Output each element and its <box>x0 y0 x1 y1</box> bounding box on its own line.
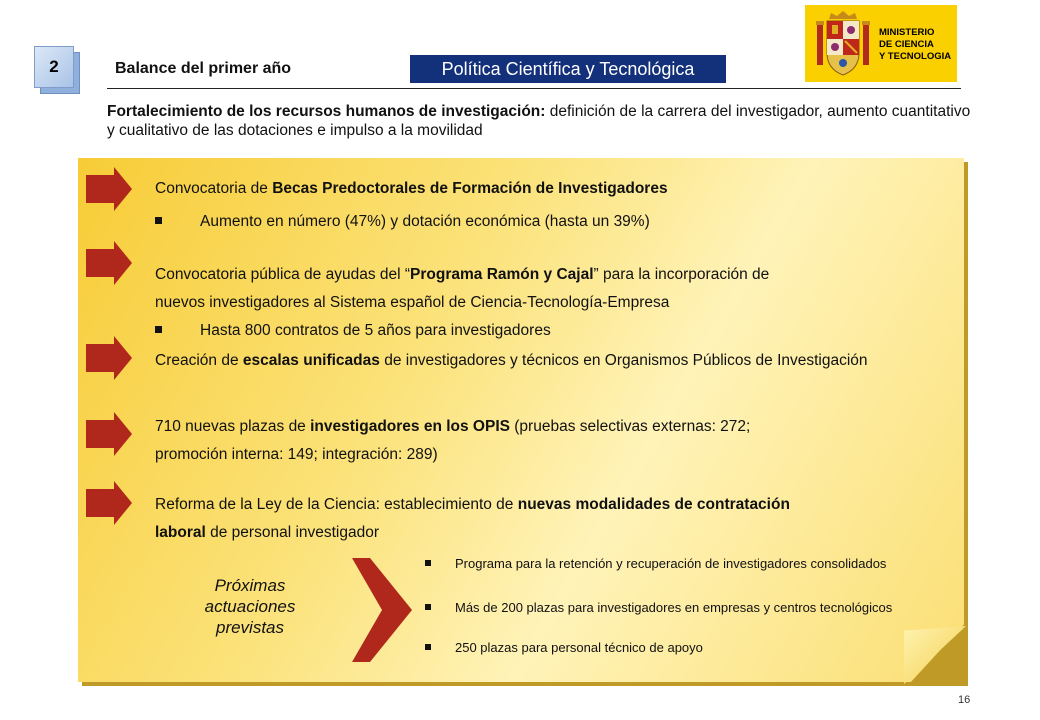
next-actions-label <box>180 575 320 638</box>
item-bold-text: nuevas modalidades de contratación <box>517 496 790 513</box>
item-text: de investigadores y técnicos en Organismos Públicos de Investigación <box>379 352 868 369</box>
badge-number: 2 <box>34 46 74 88</box>
next-label-line2: actuaciones <box>204 597 296 616</box>
slide-subtitle <box>107 102 977 140</box>
item-bold-text: Programa Ramón y Cajal <box>410 266 594 283</box>
item-text-line2: nuevos investigadores al Sistema español de Ciencia-Tecnología-Empresa <box>155 294 670 311</box>
next-action-text: 250 plazas para personal técnico de apoyo <box>455 640 703 655</box>
section-number-badge <box>34 46 80 94</box>
arrow-icon <box>86 336 132 380</box>
ministry-name-line3: Y TECNOLOGIA <box>879 51 952 62</box>
item-text: 710 nuevas plazas de <box>155 418 311 435</box>
item-bold-text: laboral <box>155 524 206 541</box>
bullet-icon <box>155 217 162 224</box>
next-action-text: Programa para la retención y recuperación de investigadores consolidados <box>455 556 887 571</box>
policy-title-box: Política Científica y Tecnológica <box>410 55 726 83</box>
bullet-icon <box>425 644 431 650</box>
chevron-right-icon <box>352 558 412 662</box>
bullet-icon <box>155 326 162 333</box>
section-title: Balance del primer año <box>115 60 292 77</box>
subitem-aumento <box>155 213 650 231</box>
page-number: 16 <box>958 694 971 706</box>
bullet-icon <box>425 604 431 610</box>
item-escalas-unificadas <box>155 352 925 369</box>
item-text: Reforma de la Ley de la Ciencia: establecimiento de <box>155 496 518 513</box>
arrow-icon <box>86 241 132 285</box>
spanish-coat-of-arms-icon <box>815 11 871 77</box>
subtitle-bold: Fortalecimiento de los recursos humanos de investigación: <box>107 103 546 120</box>
next-action-text: Más de 200 plazas para investigadores en empresas y centros tecnológicos <box>455 600 893 615</box>
item-becas-predoctorales <box>155 180 945 198</box>
item-plazas-opis <box>155 413 945 469</box>
subitem-text: Aumento en número (47%) y dotación económica (hasta un 39%) <box>200 213 650 230</box>
item-text: ” para la incorporación de <box>593 266 770 283</box>
arrow-icon <box>86 412 132 456</box>
ministry-logo <box>805 5 957 82</box>
subitem-contratos <box>155 322 551 340</box>
next-action-item <box>425 556 925 571</box>
ministry-name-line1: MINISTERIO <box>879 27 935 38</box>
ministry-name <box>879 27 951 63</box>
item-bold-text: escalas unificadas <box>242 352 380 369</box>
header-divider <box>107 88 961 89</box>
subitem-text: Hasta 800 contratos de 5 años para investigadores <box>200 322 551 339</box>
item-reforma-ley <box>155 491 945 547</box>
item-text: Convocatoria pública de ayudas del “ <box>155 266 411 283</box>
item-text: Convocatoria de <box>155 180 273 197</box>
ministry-name-line2: DE CIENCIA <box>879 39 934 50</box>
bullet-icon <box>425 560 431 566</box>
item-text: (pruebas selectivas externas: 272; <box>509 418 751 435</box>
next-action-item <box>425 640 925 655</box>
item-bold-text: investigadores en los OPIS <box>310 418 510 435</box>
item-text-line2: promoción interna: 149; integración: 289) <box>155 446 438 463</box>
arrow-icon <box>86 481 132 525</box>
item-bold-text: Becas Predoctorales de Formación de Investigadores <box>272 180 668 197</box>
next-action-item <box>425 600 925 615</box>
item-text: Creación de <box>155 352 243 369</box>
subtitle-rest: definición de la carrera del investigador, aumento cuantitativo y cualitativo de las dotaciones e impulso a la movilidad <box>107 103 971 139</box>
next-label-line3: previstas <box>215 618 285 637</box>
arrow-icon <box>86 167 132 211</box>
item-text: de personal investigador <box>205 524 380 541</box>
item-ramon-y-cajal <box>155 261 945 317</box>
next-label-line1: Próximas <box>214 576 286 595</box>
